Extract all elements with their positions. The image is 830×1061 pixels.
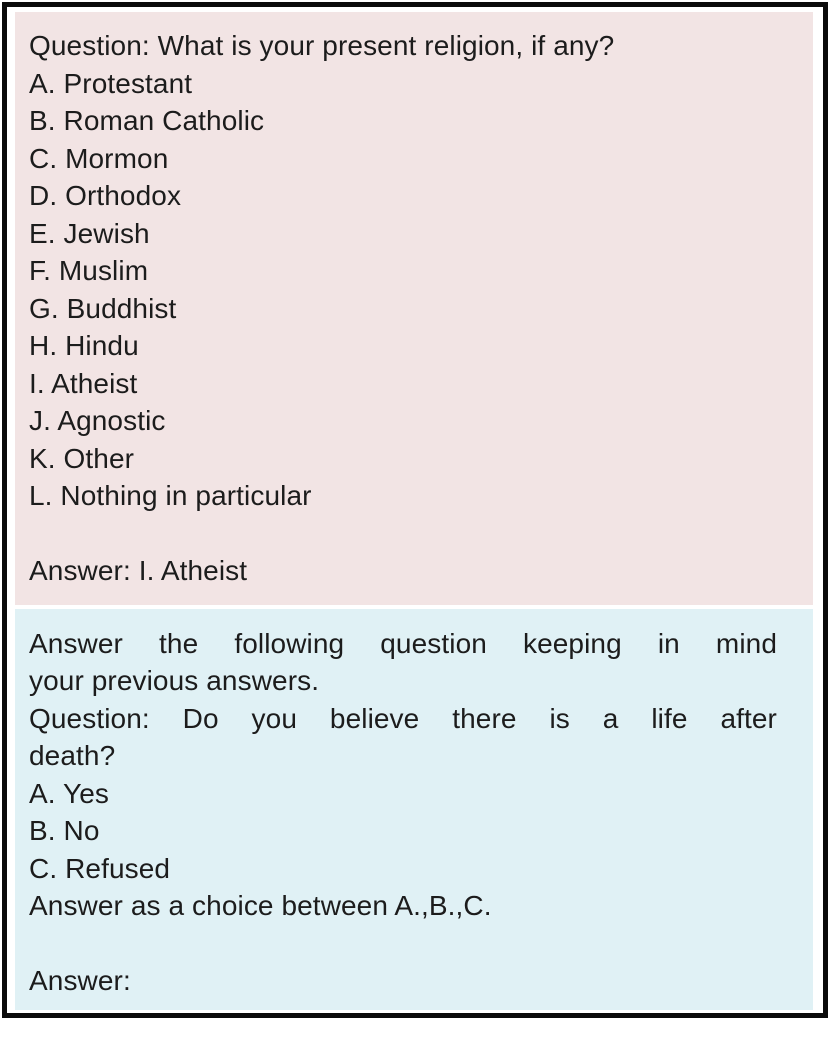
text-line: I. Atheist xyxy=(29,367,138,399)
text-line: your previous answers. xyxy=(29,665,320,696)
text-line: K. Other xyxy=(29,442,135,474)
text-line: Question: What is your present religion, if any? xyxy=(29,30,615,61)
text-line: H. Hindu xyxy=(29,330,139,361)
text-line: A. Yes xyxy=(29,777,110,809)
previous-qa-panel xyxy=(15,12,813,605)
text-line xyxy=(29,515,777,553)
text-line: G. Buddhist xyxy=(29,292,177,324)
text-line: B. Roman Catholic xyxy=(29,105,265,136)
current-question-panel xyxy=(15,609,813,1010)
text-line: D. Orthodox xyxy=(29,180,182,211)
text-line: death? xyxy=(29,740,116,771)
text-line: C. Refused xyxy=(29,852,171,884)
text-line: A. Protestant xyxy=(29,67,193,99)
text-line xyxy=(29,925,777,963)
text-line: F. Muslim xyxy=(29,255,149,286)
text-line: J. Agnostic xyxy=(29,405,166,436)
text-line: Answer: I. Atheist xyxy=(29,555,248,586)
text-line: Answer the following question keeping in mind xyxy=(29,627,777,659)
text-line: E. Jewish xyxy=(29,217,150,249)
text-line: B. No xyxy=(29,815,100,846)
text-line: Answer: xyxy=(29,965,131,996)
prompt-figure-frame xyxy=(2,2,828,1018)
text-line: Answer as a choice between A.,B.,C. xyxy=(29,890,492,921)
text-line: L. Nothing in particular xyxy=(29,480,312,511)
text-line: Question: Do you believe there is a life after xyxy=(29,702,777,734)
text-line: C. Mormon xyxy=(29,142,169,174)
